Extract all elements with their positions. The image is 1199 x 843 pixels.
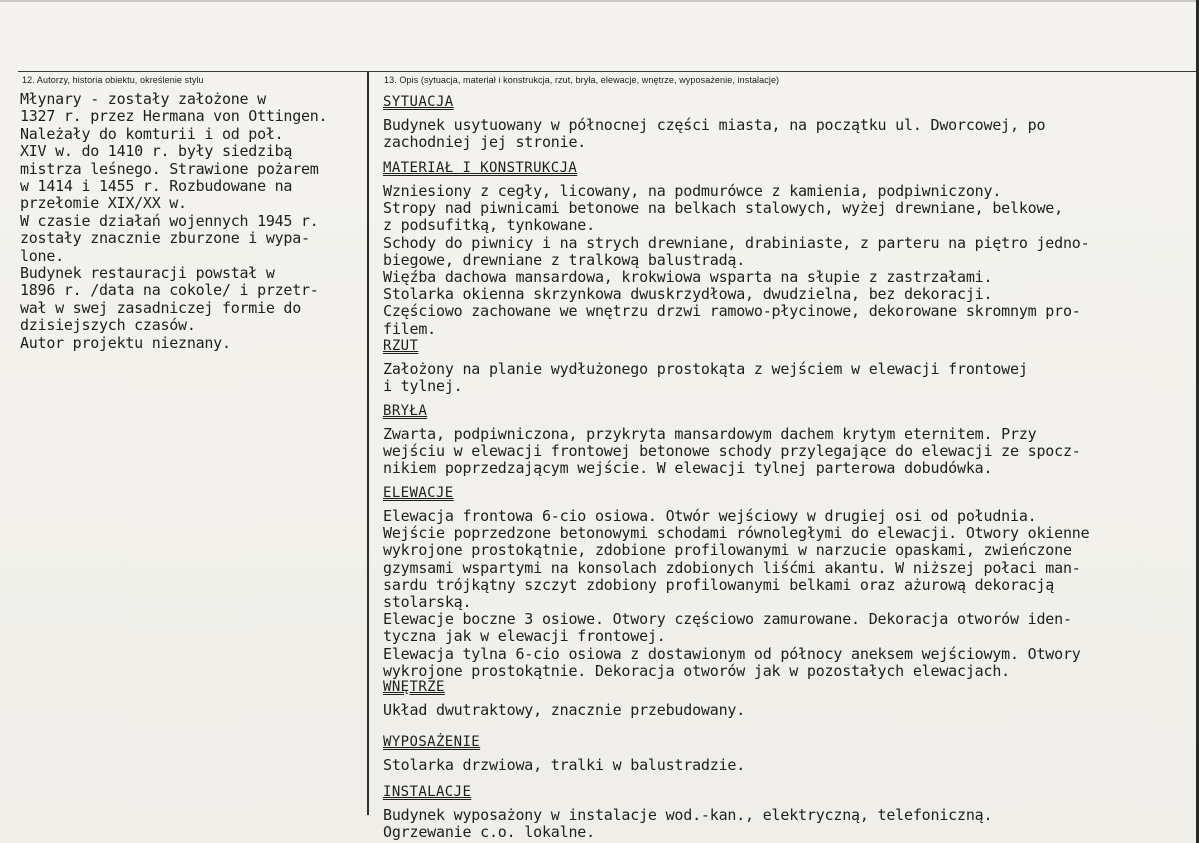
section-line: Budynek wyposażony w instalacje wod.-kan., elektryczną, telefoniczną. [383, 806, 993, 824]
sheet-top-edge [0, 0, 1199, 2]
section-line: wykrojone prostokątnie, zdobione profilowanymi w narzucie opaskami, zwieńczone [383, 541, 1072, 560]
history-line: przełomie XIX/XX w. [20, 194, 187, 213]
section-heading: RZUT [383, 338, 419, 354]
section-line: Stolarka drzwiowa, tralki w balustradzie. [383, 756, 746, 774]
history-line: Budynek restauracji powstał w [20, 264, 275, 283]
section-materiał-i-konstrukcja [383, 157, 1183, 338]
section-line: sardu trójkątny szczyt zdobiony profilowanymi belkami oraz ażurową dekoracją [383, 575, 1055, 594]
section-line: wykrojone prostokątnie. Dekoracja otworów jak w pozostałych elewacjach. [383, 661, 1010, 680]
section-heading: WYPOSAŻENIE [383, 734, 481, 750]
history-line: 1896 r. /data na cokole/ i przetr- [20, 281, 319, 300]
section-line: Elewacja frontowa 6-cio osiowa. Otwór wejściowy w drugiej osi od południa. [383, 507, 1037, 525]
section-line: Stolarka okienna skrzynkowa dwuskrzydłowa, dwudzielna, bez dekoracji. [383, 285, 993, 304]
history-line: 1327 r. przez Hermana von Ottingen. [20, 107, 328, 126]
section-wyposażenie [383, 731, 1183, 774]
section-line: tyczna jak w elewacji frontowej. [383, 627, 666, 646]
history-line: Należały do komturii i od poł. [20, 124, 284, 143]
section-sytuacja [383, 91, 1183, 152]
section-line: zachodniej jej stronie. [383, 133, 587, 152]
section-line: z podsufitką, tynkowane. [383, 216, 595, 235]
section-line: Ogrzewanie c.o. lokalne. [383, 823, 595, 842]
section-line: gzymsami wspartymi na konsolach zdobionych liśćmi akantu. W niższej połaci man- [383, 558, 1081, 577]
section-instalacje [383, 781, 1183, 842]
section-line: Wejście poprzedzone betonowymi schodami równoległymi do elewacji. Otwory okienne [383, 524, 1090, 543]
history-line: wał w swej zasadniczej formie do [20, 298, 301, 317]
section-line: Układ dwutraktowy, znacznie przebudowany. [383, 701, 746, 719]
section-heading: WNĘTRZE [383, 679, 445, 695]
section-line: Więźba dachowa mansardowa, krokwiowa wsparta na słupie z zastrzałami. [383, 268, 993, 286]
field-12-caption: 12. Autorzy, historia obiektu, określenie stylu [22, 75, 204, 85]
history-line: zostały znacznie zburzone i wypa- [20, 229, 310, 248]
section-heading: ELEWACJE [383, 485, 454, 501]
section-line: filem. [383, 319, 436, 338]
section-heading: MATERIAŁ I KONSTRUKCJA [383, 160, 578, 176]
history-line: w 1414 i 1455 r. Rozbudowane na [20, 177, 293, 196]
history-line: XIV w. do 1410 r. były siedzibą [20, 142, 293, 161]
history-line: lone. [20, 246, 64, 265]
section-line: Schody do piwnicy i na strych drewniane, drabiniaste, z parteru na piętro jedno- [383, 233, 1090, 252]
section-bryła [383, 400, 1183, 478]
section-heading: BRYŁA [383, 403, 428, 419]
section-line: biegowe, drewniane z tralkową balustradą. [383, 250, 746, 269]
section-line: Częściowo zachowane we wnętrzu drzwi ramowo-płycinowe, dekorowane skromnym pro- [383, 302, 1081, 321]
section-line: i tylnej. [383, 377, 463, 396]
section-rzut [383, 335, 1183, 396]
history-line: W czasie działań wojennych 1945 r. [20, 211, 319, 230]
field-13-caption: 13. Opis (sytuacja, materiał i konstrukcja, rzut, bryła, elewacje, wnętrze, wyposażenie, instalacje) [384, 75, 780, 85]
section-line: nikiem poprzedzającym wejście. W elewacji tylnej parterowa dobudówka. [383, 459, 993, 478]
history-line: Młynary - zostały założone w [20, 90, 266, 108]
section-line: Zwarta, podpiwniczona, przykryta mansardowym dachem krytym eternitem. Przy [383, 425, 1037, 443]
history-line: Autor projektu nieznany. [20, 333, 231, 352]
section-wnętrze [383, 676, 1183, 719]
section-line: Elewacje boczne 3 osiowe. Otwory częściowo zamurowane. Dekoracja otworów iden- [383, 610, 1072, 629]
history-line: mistrza leśnego. Strawione pożarem [20, 159, 319, 178]
section-heading: INSTALACJE [383, 784, 472, 800]
section-line: Budynek usytuowany w północnej części miasta, na początku ul. Dworcowej, po [383, 116, 1046, 134]
section-line: wejściu w elewacji frontowej betonowe schody przylegające do elewacji ze spocz- [383, 442, 1081, 461]
history-line: dzisiejszych czasów. [20, 316, 196, 335]
column-divider [367, 72, 369, 815]
section-line: Stropy nad piwnicami betonowe na belkach stalowych, wyżej drewniane, belkowe, [383, 199, 1063, 218]
section-elewacje [383, 482, 1183, 680]
section-line: Wzniesiony z cegły, licowany, na podmurówce z kamienia, podpiwniczony. [383, 182, 1002, 200]
header-rule [18, 71, 1196, 72]
section-line: Założony na planie wydłużonego prostokąta z wejściem w elewacji frontowej [383, 360, 1028, 378]
section-line: Elewacja tylna 6-cio osiowa z dostawionym od północy aneksem wejściowym. Otwory [383, 644, 1081, 663]
section-line: stolarską. [383, 593, 472, 611]
section-heading: SYTUACJA [383, 94, 454, 110]
history-text [20, 91, 365, 352]
